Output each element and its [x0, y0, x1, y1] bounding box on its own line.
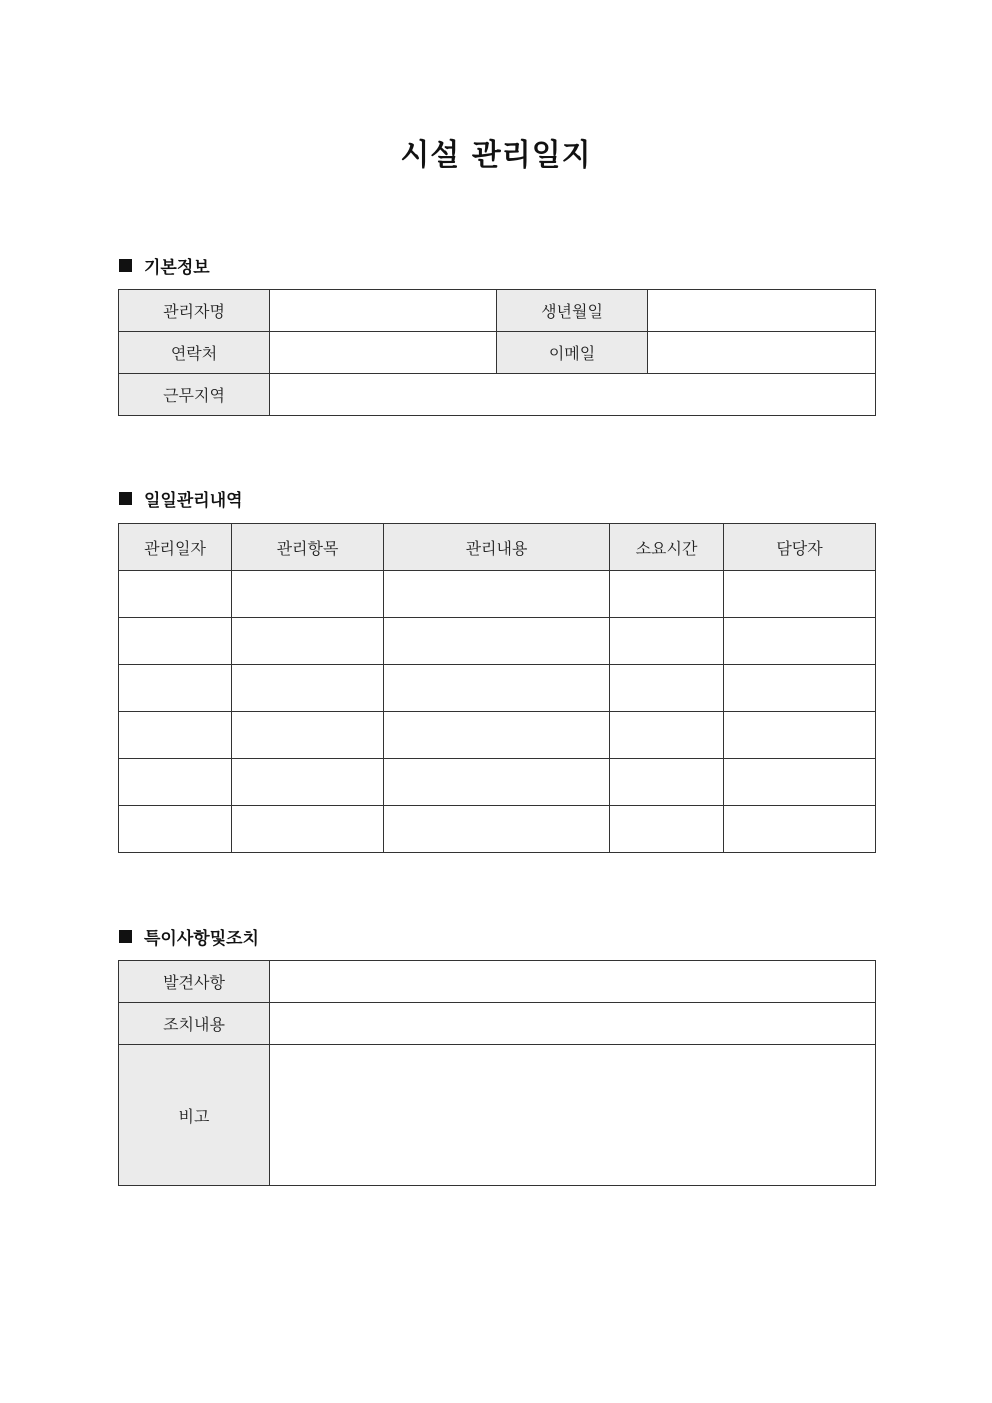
- table-cell[interactable]: [119, 759, 232, 806]
- section-heading-notes: [119, 924, 259, 948]
- table-row: [119, 290, 876, 332]
- table-row: [119, 961, 876, 1003]
- table-cell[interactable]: [232, 665, 384, 712]
- label-email: 이메일: [497, 332, 648, 374]
- table-cell[interactable]: [724, 806, 876, 853]
- label-findings: 발견사항: [119, 961, 270, 1003]
- column-header-staff: 담당자: [724, 524, 876, 571]
- section-heading-daily: [119, 486, 243, 510]
- table-cell[interactable]: [232, 571, 384, 618]
- birth-date-field[interactable]: [648, 290, 876, 332]
- table-cell[interactable]: [119, 618, 232, 665]
- table-row: [119, 759, 876, 806]
- email-field[interactable]: [648, 332, 876, 374]
- table-row: [119, 1003, 876, 1045]
- section-heading-daily-label: 일일관리내역: [144, 490, 243, 511]
- label-manager-name: 관리자명: [119, 290, 270, 332]
- label-actions: 조치내용: [119, 1003, 270, 1045]
- label-remarks: 비고: [119, 1045, 270, 1186]
- table-cell[interactable]: [384, 618, 610, 665]
- table-cell[interactable]: [232, 806, 384, 853]
- findings-field[interactable]: [270, 961, 876, 1003]
- table-cell[interactable]: [610, 806, 724, 853]
- table-cell[interactable]: [232, 618, 384, 665]
- section-heading-notes-label: 특이사항및조치: [144, 928, 259, 949]
- table-cell[interactable]: [232, 759, 384, 806]
- column-header-content: 관리내용: [384, 524, 610, 571]
- column-header-date: 관리일자: [119, 524, 232, 571]
- basic-info-table: [118, 289, 876, 416]
- manager-name-field[interactable]: [270, 290, 497, 332]
- table-cell[interactable]: [384, 759, 610, 806]
- square-bullet-icon: [119, 492, 132, 505]
- table-row: [119, 1045, 876, 1186]
- table-cell[interactable]: [384, 571, 610, 618]
- table-cell[interactable]: [119, 571, 232, 618]
- table-cell[interactable]: [724, 712, 876, 759]
- table-cell[interactable]: [724, 759, 876, 806]
- table-cell[interactable]: [232, 712, 384, 759]
- column-header-item: 관리항목: [232, 524, 384, 571]
- work-area-field[interactable]: [270, 374, 876, 416]
- table-row: [119, 332, 876, 374]
- table-cell[interactable]: [384, 665, 610, 712]
- remarks-field[interactable]: [270, 1045, 876, 1186]
- notes-table: [118, 960, 876, 1186]
- table-row: [119, 665, 876, 712]
- square-bullet-icon: [119, 259, 132, 272]
- daily-log-table: [118, 523, 876, 853]
- section-heading-basic-label: 기본정보: [144, 257, 210, 278]
- column-header-duration: 소요시간: [610, 524, 724, 571]
- section-heading-basic: [119, 253, 210, 277]
- table-cell[interactable]: [384, 712, 610, 759]
- table-cell[interactable]: [610, 665, 724, 712]
- table-row: [119, 806, 876, 853]
- table-cell[interactable]: [119, 712, 232, 759]
- table-cell[interactable]: [724, 665, 876, 712]
- contact-field[interactable]: [270, 332, 497, 374]
- label-work-area: 근무지역: [119, 374, 270, 416]
- table-cell[interactable]: [610, 618, 724, 665]
- table-cell[interactable]: [610, 712, 724, 759]
- label-contact: 연락처: [119, 332, 270, 374]
- actions-field[interactable]: [270, 1003, 876, 1045]
- square-bullet-icon: [119, 930, 132, 943]
- table-row: [119, 712, 876, 759]
- table-cell[interactable]: [610, 571, 724, 618]
- table-header-row: [119, 524, 876, 571]
- table-row: [119, 618, 876, 665]
- table-cell[interactable]: [724, 571, 876, 618]
- table-cell[interactable]: [724, 618, 876, 665]
- table-cell[interactable]: [610, 759, 724, 806]
- label-birth-date: 생년월일: [497, 290, 648, 332]
- table-row: [119, 571, 876, 618]
- table-cell[interactable]: [119, 806, 232, 853]
- page-title: 시설 관리일지: [400, 138, 592, 173]
- table-cell[interactable]: [119, 665, 232, 712]
- table-cell[interactable]: [384, 806, 610, 853]
- table-row: [119, 374, 876, 416]
